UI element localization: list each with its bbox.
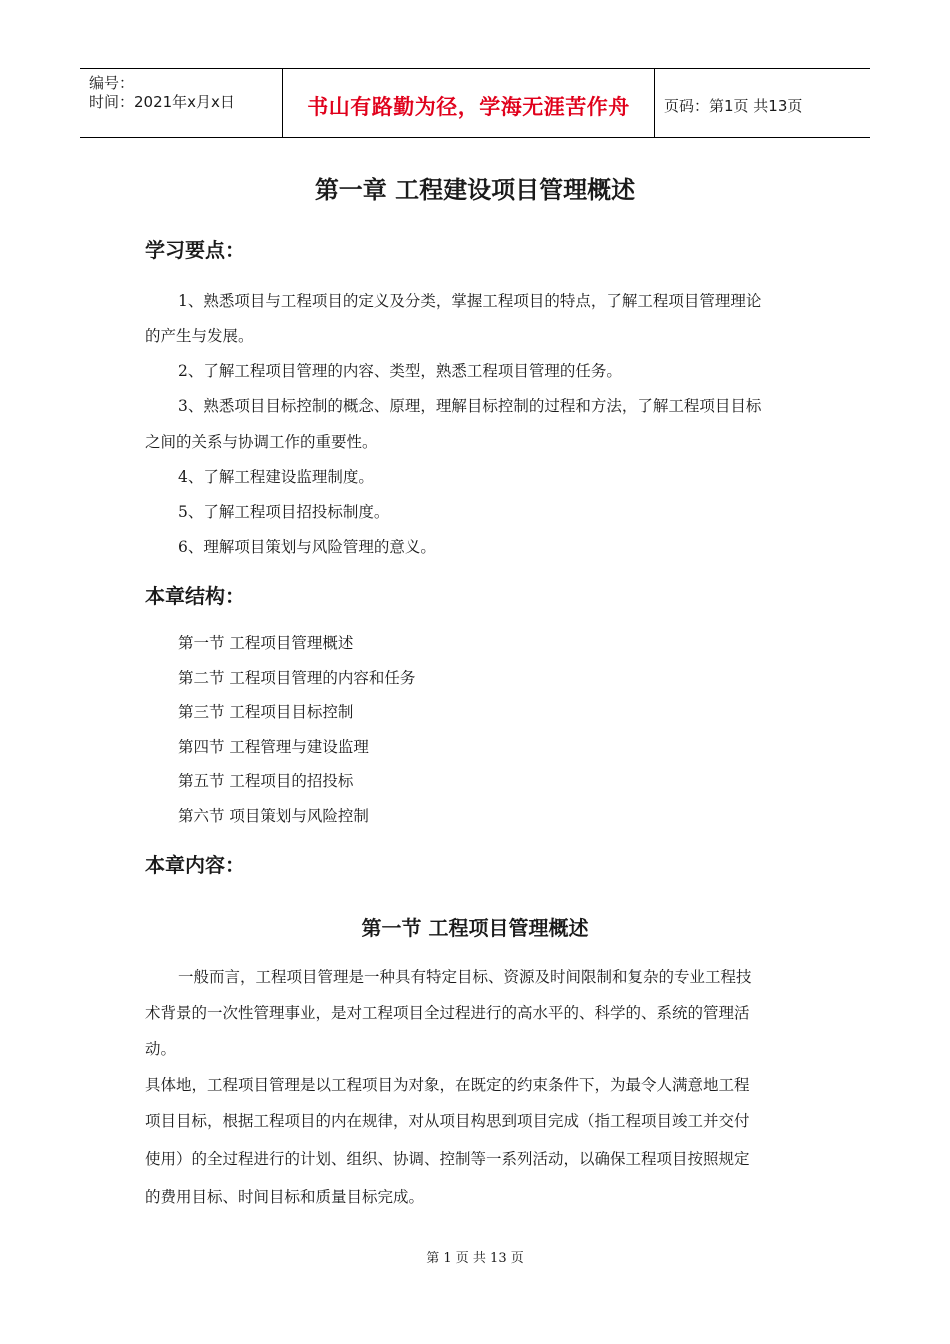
study-points-heading: 学习要点： — [145, 238, 245, 262]
study-point-line: 2、了解工程项目管理的内容、类型，熟悉工程项目管理的任务。 — [178, 362, 622, 380]
content-line: 使用）的全过程进行的计划、组织、协调、控制等一系列活动，以确保工程项目按照规定 — [145, 1150, 750, 1168]
header-table — [80, 68, 870, 138]
structure-item: 第五节 工程项目的招投标 — [178, 772, 354, 790]
structure-item: 第一节 工程项目管理概述 — [178, 634, 354, 652]
structure-item: 第六节 项目策划与风险控制 — [178, 807, 369, 825]
page-footer: 第 1 页 共 13 页 — [426, 1251, 524, 1266]
header-page-cell — [655, 69, 870, 137]
study-point-line: 的产生与发展。 — [145, 327, 254, 345]
content-line: 一般而言，工程项目管理是一种具有特定目标、资源及时间限制和复杂的专业工程技 — [178, 968, 752, 986]
study-point-line: 1、熟悉项目与工程项目的定义及分类，掌握工程项目的特点，了解工程项目管理理论 — [178, 292, 762, 310]
content-line: 项目目标，根据工程项目的内在规律，对从项目构思到项目完成（指工程项目竣工并交付 — [145, 1112, 750, 1130]
content-heading: 本章内容： — [145, 853, 245, 877]
time-label: 时间：2021年x月x日 — [89, 93, 235, 111]
serial-label: 编号： — [89, 74, 135, 92]
content-line: 具体地，工程项目管理是以工程项目为对象，在既定的约束条件下，为最令人满意地工程 — [145, 1076, 750, 1094]
page-info: 页码：第1页 共13页 — [664, 97, 803, 115]
structure-item: 第三节 工程项目目标控制 — [178, 703, 354, 721]
study-point-line: 5、了解工程项目招投标制度。 — [178, 503, 390, 521]
study-point-line: 6、理解项目策划与风险管理的意义。 — [178, 538, 436, 556]
structure-item: 第四节 工程管理与建设监理 — [178, 738, 369, 756]
structure-item: 第二节 工程项目管理的内容和任务 — [178, 669, 416, 687]
chapter-title: 第一章 工程建设项目管理概述 — [314, 176, 636, 204]
motto-text: 书山有路勤为径，学海无涯苦作舟 — [307, 95, 630, 119]
study-point-line: 4、了解工程建设监理制度。 — [178, 468, 374, 486]
header-motto-cell — [283, 69, 655, 137]
content-line: 术背景的一次性管理事业，是对工程项目全过程进行的高水平的、科学的、系统的管理活 — [145, 1004, 750, 1022]
structure-heading: 本章结构： — [145, 584, 245, 608]
study-point-line: 之间的关系与协调工作的重要性。 — [145, 433, 378, 451]
section-title: 第一节 工程项目管理概述 — [361, 916, 589, 940]
study-point-line: 3、熟悉项目目标控制的概念、原理，理解目标控制的过程和方法，了解工程项目目标 — [178, 397, 762, 415]
content-line: 动。 — [145, 1040, 177, 1058]
header-meta-cell — [80, 69, 283, 137]
content-line: 的费用目标、时间目标和质量目标完成。 — [145, 1188, 425, 1206]
